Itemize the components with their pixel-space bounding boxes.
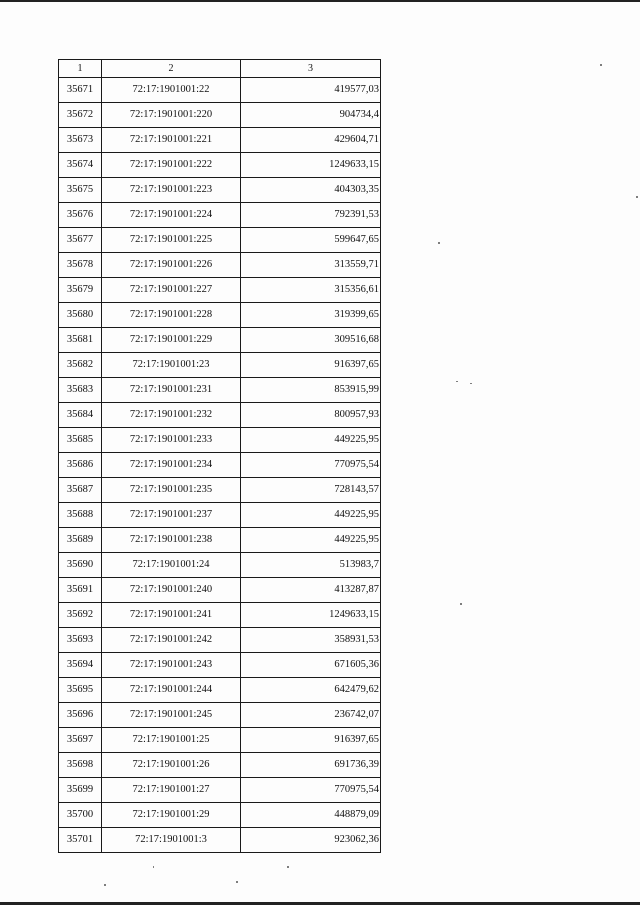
header-col-1: 1 xyxy=(59,60,102,78)
row-number-cell: 35680 xyxy=(59,303,102,328)
cadastral-value-cell: 319399,65 xyxy=(241,303,381,328)
cadastral-number-cell: 72:17:1901001:240 xyxy=(102,578,241,603)
cadastral-value-cell: 770975,54 xyxy=(241,453,381,478)
cadastral-number-cell: 72:17:1901001:225 xyxy=(102,228,241,253)
scan-speck xyxy=(470,383,472,384)
cadastral-number-cell: 72:17:1901001:233 xyxy=(102,428,241,453)
cadastral-number-cell: 72:17:1901001:226 xyxy=(102,253,241,278)
row-number-cell: 35688 xyxy=(59,503,102,528)
cadastral-number-cell: 72:17:1901001:29 xyxy=(102,803,241,828)
cadastral-value-cell: 923062,36 xyxy=(241,828,381,853)
header-col-2: 2 xyxy=(102,60,241,78)
table-row xyxy=(59,478,381,503)
header-col-3: 3 xyxy=(241,60,381,78)
cadastral-number-cell: 72:17:1901001:245 xyxy=(102,703,241,728)
table-row xyxy=(59,653,381,678)
cadastral-number-cell: 72:17:1901001:224 xyxy=(102,203,241,228)
table-row xyxy=(59,528,381,553)
cadastral-value-cell: 691736,39 xyxy=(241,753,381,778)
table-row xyxy=(59,378,381,403)
table-row xyxy=(59,628,381,653)
table-row xyxy=(59,403,381,428)
table-row xyxy=(59,178,381,203)
cadastral-value-cell: 1249633,15 xyxy=(241,153,381,178)
row-number-cell: 35676 xyxy=(59,203,102,228)
cadastral-number-cell: 72:17:1901001:27 xyxy=(102,778,241,803)
table-row xyxy=(59,103,381,128)
cadastral-number-cell: 72:17:1901001:237 xyxy=(102,503,241,528)
scan-speck xyxy=(438,242,440,244)
cadastral-number-cell: 72:17:1901001:221 xyxy=(102,128,241,153)
table-header xyxy=(59,60,381,78)
cadastral-number-cell: 72:17:1901001:234 xyxy=(102,453,241,478)
row-number-cell: 35687 xyxy=(59,478,102,503)
cadastral-value-cell: 1249633,15 xyxy=(241,603,381,628)
cadastral-value-cell: 800957,93 xyxy=(241,403,381,428)
cadastral-value-table xyxy=(58,59,381,853)
cadastral-value-cell: 236742,07 xyxy=(241,703,381,728)
cadastral-number-cell: 72:17:1901001:241 xyxy=(102,603,241,628)
scan-speck xyxy=(460,603,462,605)
row-number-cell: 35682 xyxy=(59,353,102,378)
row-number-cell: 35677 xyxy=(59,228,102,253)
row-number-cell: 35694 xyxy=(59,653,102,678)
cadastral-value-cell: 429604,71 xyxy=(241,128,381,153)
row-number-cell: 35697 xyxy=(59,728,102,753)
table-row xyxy=(59,278,381,303)
cadastral-number-cell: 72:17:1901001:223 xyxy=(102,178,241,203)
cadastral-number-cell: 72:17:1901001:244 xyxy=(102,678,241,703)
cadastral-value-cell: 792391,53 xyxy=(241,203,381,228)
scan-speck xyxy=(104,884,106,886)
table-row xyxy=(59,778,381,803)
cadastral-value-cell: 642479,62 xyxy=(241,678,381,703)
table-row xyxy=(59,303,381,328)
row-number-cell: 35671 xyxy=(59,78,102,103)
cadastral-value-cell: 671605,36 xyxy=(241,653,381,678)
row-number-cell: 35693 xyxy=(59,628,102,653)
row-number-cell: 35698 xyxy=(59,753,102,778)
row-number-cell: 35674 xyxy=(59,153,102,178)
cadastral-number-cell: 72:17:1901001:232 xyxy=(102,403,241,428)
cadastral-number-cell: 72:17:1901001:23 xyxy=(102,353,241,378)
cadastral-value-cell: 313559,71 xyxy=(241,253,381,278)
table-row xyxy=(59,503,381,528)
table-row xyxy=(59,603,381,628)
cadastral-value-cell: 449225,95 xyxy=(241,503,381,528)
row-number-cell: 35672 xyxy=(59,103,102,128)
table-row xyxy=(59,753,381,778)
table-row xyxy=(59,828,381,853)
table-row xyxy=(59,228,381,253)
table-row xyxy=(59,253,381,278)
row-number-cell: 35685 xyxy=(59,428,102,453)
cadastral-value-cell: 358931,53 xyxy=(241,628,381,653)
row-number-cell: 35699 xyxy=(59,778,102,803)
row-number-cell: 35689 xyxy=(59,528,102,553)
row-number-cell: 35696 xyxy=(59,703,102,728)
table-row xyxy=(59,428,381,453)
cadastral-value-cell: 419577,03 xyxy=(241,78,381,103)
scan-speck xyxy=(236,881,238,883)
row-number-cell: 35673 xyxy=(59,128,102,153)
row-number-cell: 35692 xyxy=(59,603,102,628)
row-number-cell: 35683 xyxy=(59,378,102,403)
cadastral-number-cell: 72:17:1901001:227 xyxy=(102,278,241,303)
cadastral-number-cell: 72:17:1901001:24 xyxy=(102,553,241,578)
row-number-cell: 35695 xyxy=(59,678,102,703)
row-number-cell: 35684 xyxy=(59,403,102,428)
cadastral-value-cell: 853915,99 xyxy=(241,378,381,403)
cadastral-value-cell: 449225,95 xyxy=(241,428,381,453)
cadastral-number-cell: 72:17:1901001:222 xyxy=(102,153,241,178)
table-row xyxy=(59,728,381,753)
table-row xyxy=(59,678,381,703)
row-number-cell: 35700 xyxy=(59,803,102,828)
cadastral-value-cell: 916397,65 xyxy=(241,353,381,378)
scan-speck xyxy=(636,196,638,198)
table-row xyxy=(59,353,381,378)
table-row xyxy=(59,328,381,353)
table-row xyxy=(59,703,381,728)
row-number-cell: 35678 xyxy=(59,253,102,278)
table-row xyxy=(59,578,381,603)
table-body xyxy=(59,78,381,853)
cadastral-number-cell: 72:17:1901001:235 xyxy=(102,478,241,503)
cadastral-number-cell: 72:17:1901001:231 xyxy=(102,378,241,403)
cadastral-number-cell: 72:17:1901001:25 xyxy=(102,728,241,753)
scan-top-edge xyxy=(0,0,640,2)
cadastral-value-cell: 513983,7 xyxy=(241,553,381,578)
cadastral-value-cell: 309516,68 xyxy=(241,328,381,353)
cadastral-number-cell: 72:17:1901001:3 xyxy=(102,828,241,853)
cadastral-value-cell: 728143,57 xyxy=(241,478,381,503)
scan-speck xyxy=(287,866,289,868)
cadastral-value-cell: 916397,65 xyxy=(241,728,381,753)
cadastral-value-cell: 599647,65 xyxy=(241,228,381,253)
row-number-cell: 35701 xyxy=(59,828,102,853)
row-number-cell: 35691 xyxy=(59,578,102,603)
cadastral-value-cell: 770975,54 xyxy=(241,778,381,803)
cadastral-number-cell: 72:17:1901001:238 xyxy=(102,528,241,553)
table-row xyxy=(59,78,381,103)
table-row xyxy=(59,128,381,153)
table-row xyxy=(59,453,381,478)
scan-speck xyxy=(600,64,602,66)
row-number-cell: 35679 xyxy=(59,278,102,303)
cadastral-value-cell: 904734,4 xyxy=(241,103,381,128)
table-row xyxy=(59,553,381,578)
cadastral-number-cell: 72:17:1901001:22 xyxy=(102,78,241,103)
header-row xyxy=(59,60,381,78)
cadastral-number-cell: 72:17:1901001:242 xyxy=(102,628,241,653)
scan-speck xyxy=(153,866,154,868)
cadastral-value-cell: 449225,95 xyxy=(241,528,381,553)
table-row xyxy=(59,203,381,228)
table-row xyxy=(59,153,381,178)
row-number-cell: 35690 xyxy=(59,553,102,578)
table-row xyxy=(59,803,381,828)
cadastral-number-cell: 72:17:1901001:243 xyxy=(102,653,241,678)
row-number-cell: 35686 xyxy=(59,453,102,478)
row-number-cell: 35675 xyxy=(59,178,102,203)
cadastral-number-cell: 72:17:1901001:229 xyxy=(102,328,241,353)
cadastral-number-cell: 72:17:1901001:26 xyxy=(102,753,241,778)
cadastral-value-cell: 448879,09 xyxy=(241,803,381,828)
cadastral-number-cell: 72:17:1901001:220 xyxy=(102,103,241,128)
row-number-cell: 35681 xyxy=(59,328,102,353)
cadastral-number-cell: 72:17:1901001:228 xyxy=(102,303,241,328)
cadastral-value-cell: 315356,61 xyxy=(241,278,381,303)
cadastral-value-cell: 404303,35 xyxy=(241,178,381,203)
scan-speck xyxy=(456,381,458,382)
cadastral-value-cell: 413287,87 xyxy=(241,578,381,603)
